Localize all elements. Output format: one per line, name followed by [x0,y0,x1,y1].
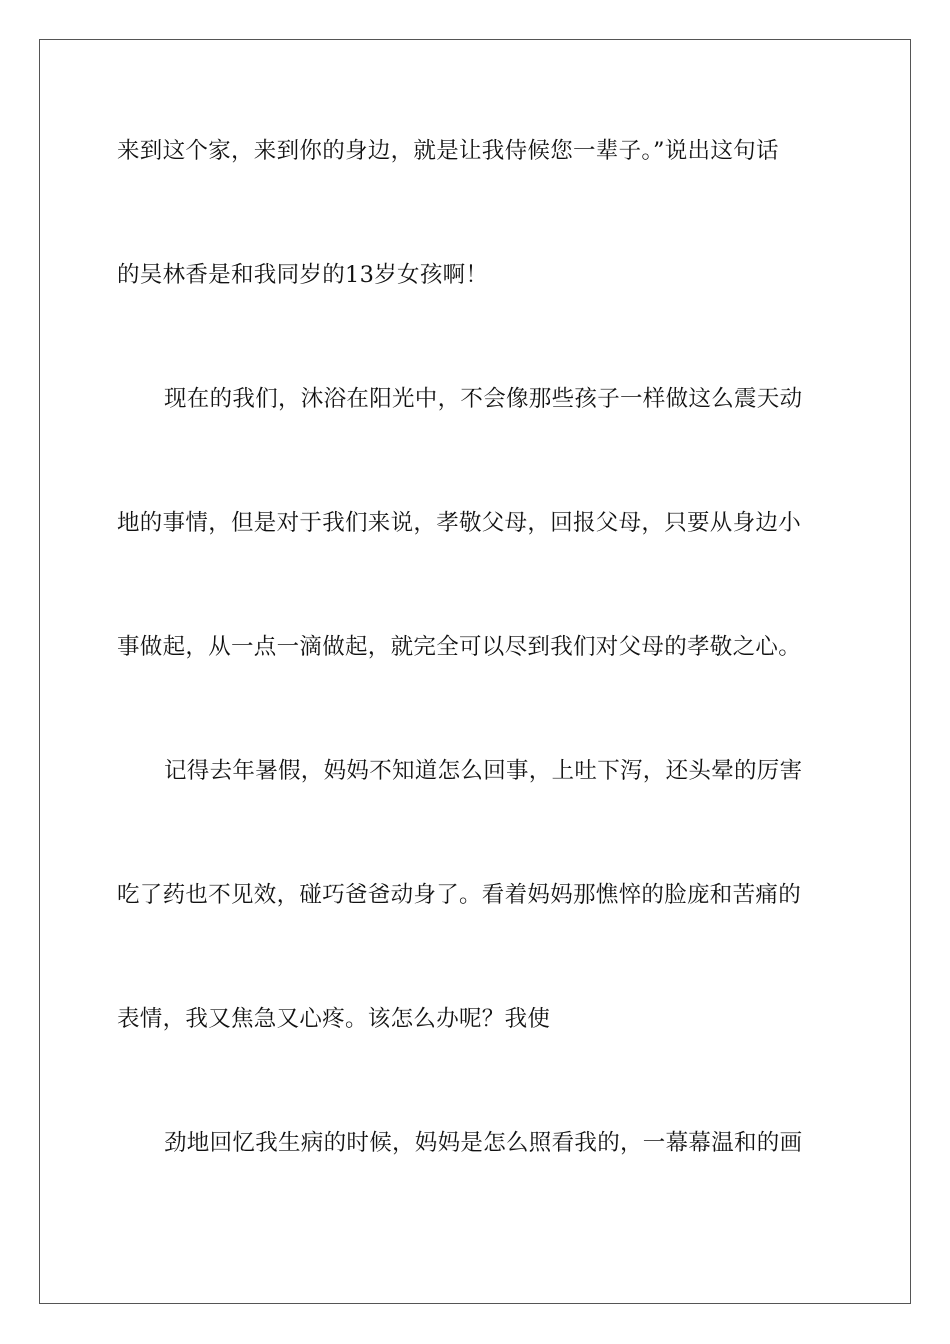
text-line: 的吴林香是和我同岁的13岁女孩啊！ [117,262,489,288]
paragraph-start-line: 现在的我们，沐浴在阳光中，不会像那些孩子一样做这么震天动 [164,386,803,412]
text-line: 吃了药也不见效，碰巧爸爸动身了。看着妈妈那憔悴的脸庞和苦痛的 [117,882,802,908]
paragraph-start-line: 劲地回忆我生病的时候，妈妈是怎么照看我的，一幕幕温和的画 [164,1130,803,1156]
page-border [39,39,911,1304]
paragraph-start-line: 记得去年暑假，妈妈不知道怎么回事，上吐下泻，还头晕的厉害 [164,758,803,784]
text-line: 事做起，从一点一滴做起，就完全可以尽到我们对父母的孝敬之心。 [117,634,802,660]
text-line: 地的事情，但是对于我们来说，孝敬父母，回报父母，只要从身边小 [117,510,802,536]
text-line: 表情，我又焦急又心疼。该怎么办呢？我使 [117,1006,551,1032]
text-line: 来到这个家，来到你的身边，就是让我侍候您一辈子。”说出这句话 [117,138,779,164]
